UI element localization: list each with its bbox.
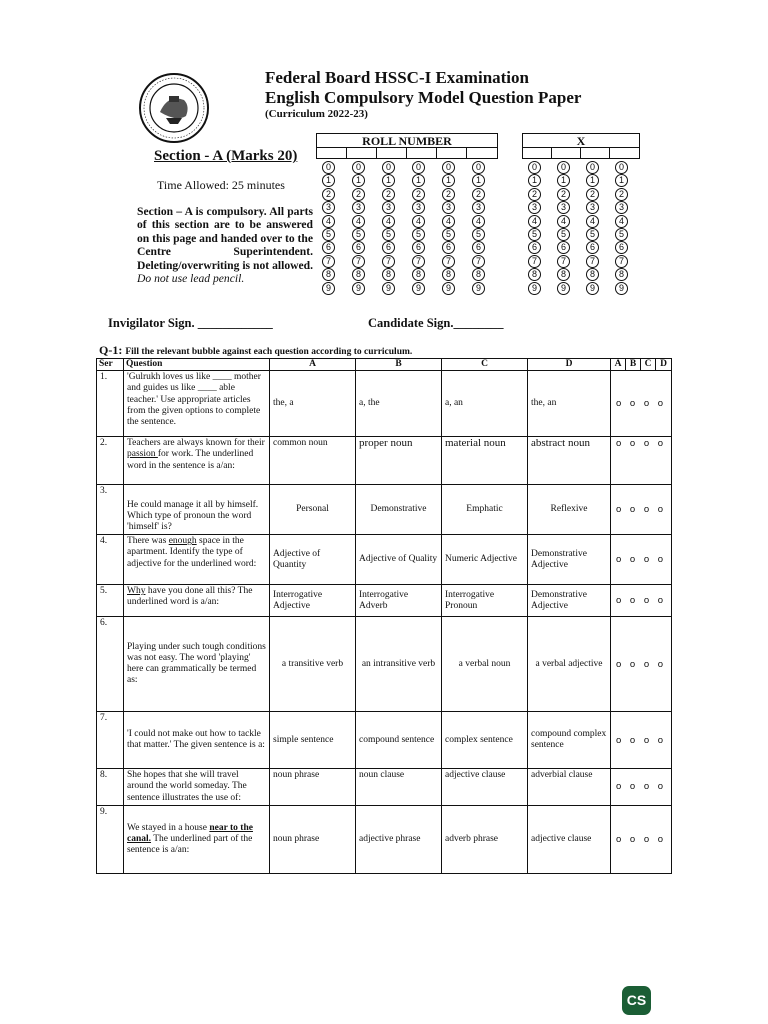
- roll-digit-bubble[interactable]: 4: [472, 215, 485, 228]
- federal-board-logo: [138, 72, 210, 144]
- x-label: X: [576, 134, 586, 148]
- x-digit-bubble[interactable]: 2: [557, 188, 570, 201]
- roll-number-label: ROLL NUMBER: [362, 134, 452, 148]
- roll-digit-bubble[interactable]: 6: [352, 241, 365, 254]
- x-digit-bubble[interactable]: 7: [586, 255, 599, 268]
- roll-digit-bubble[interactable]: 6: [442, 241, 455, 254]
- roll-digit-bubble[interactable]: 5: [382, 228, 395, 241]
- x-digit-bubble[interactable]: 1: [528, 174, 541, 187]
- option-a: common noun: [270, 437, 356, 485]
- header-option-a: A: [270, 359, 356, 371]
- answer-bubbles[interactable]: o o o o: [611, 485, 672, 535]
- x-digit-bubble[interactable]: 7: [557, 255, 570, 268]
- table-row: [97, 805, 672, 873]
- roll-digit-bubble[interactable]: 0: [322, 161, 335, 174]
- roll-digit-bubble[interactable]: 6: [472, 241, 485, 254]
- header-option-b: B: [356, 359, 442, 371]
- option-a: noun phrase: [270, 805, 356, 873]
- x-digit-bubble[interactable]: 7: [615, 255, 628, 268]
- x-digit-bubble[interactable]: 4: [586, 215, 599, 228]
- roll-digit-bubble[interactable]: 2: [382, 188, 395, 201]
- row-question: He could manage it all by himself. Which type of pronoun the word 'himself' is?: [124, 485, 270, 535]
- roll-digit-bubble[interactable]: 3: [442, 201, 455, 214]
- roll-digit-bubble[interactable]: 0: [442, 161, 455, 174]
- x-digit-bubble[interactable]: 8: [615, 268, 628, 281]
- option-a: noun phrase: [270, 769, 356, 806]
- option-a: Interrogative Adjective: [270, 585, 356, 617]
- x-digit-bubble[interactable]: 1: [615, 174, 628, 187]
- table-header-row: [97, 359, 672, 371]
- option-b: compound sentence: [356, 712, 442, 769]
- x-digit-bubble[interactable]: 4: [528, 215, 541, 228]
- option-d: abstract noun: [528, 437, 611, 485]
- table-row: [97, 371, 672, 437]
- roll-digit-bubble[interactable]: 7: [352, 255, 365, 268]
- x-digit-bubble[interactable]: 5: [557, 228, 570, 241]
- row-ser: 3.: [97, 485, 124, 535]
- option-c: adverb phrase: [442, 805, 528, 873]
- roll-digit-bubble[interactable]: 1: [412, 174, 425, 187]
- camscanner-badge: CS: [622, 986, 651, 1015]
- roll-digit-bubble[interactable]: 1: [382, 174, 395, 187]
- option-d: the, an: [528, 371, 611, 437]
- option-d: adjective clause: [528, 805, 611, 873]
- answer-bubbles[interactable]: o o o o: [611, 535, 672, 585]
- roll-digit-bubble[interactable]: 8: [382, 268, 395, 281]
- time-allowed: Time Allowed: 25 minutes: [157, 178, 285, 192]
- roll-digit-bubble[interactable]: 2: [322, 188, 335, 201]
- paper-title: English Compulsory Model Question Paper: [265, 88, 582, 107]
- x-digit-bubble[interactable]: 9: [615, 282, 628, 295]
- option-d: adverbial clause: [528, 769, 611, 806]
- roll-digit-bubble[interactable]: 7: [442, 255, 455, 268]
- x-digit-bubble[interactable]: 6: [615, 241, 628, 254]
- row-question: Why have you done all this? The underlined word is a/an:: [124, 585, 270, 617]
- roll-digit-bubble[interactable]: 9: [472, 282, 485, 295]
- answer-bubbles[interactable]: o o o o: [611, 769, 672, 806]
- underlined-word: passion: [127, 449, 158, 460]
- table-row: [97, 769, 672, 806]
- option-c: adjective clause: [442, 769, 528, 806]
- roll-digit-bubble[interactable]: 8: [472, 268, 485, 281]
- roll-digit-bubble[interactable]: 8: [322, 268, 335, 281]
- roll-digit-bubble[interactable]: 9: [442, 282, 455, 295]
- roll-digit-bubble[interactable]: 4: [412, 215, 425, 228]
- option-c: Interrogative Pronoun: [442, 585, 528, 617]
- roll-digit-bubble[interactable]: 6: [412, 241, 425, 254]
- option-b: Adjective of Quality: [356, 535, 442, 585]
- x-digit-bubble[interactable]: 2: [615, 188, 628, 201]
- roll-digit-bubble[interactable]: 8: [352, 268, 365, 281]
- option-a: Adjective of Quantity: [270, 535, 356, 585]
- option-a: Personal: [270, 485, 356, 535]
- x-digit-bubble[interactable]: 4: [557, 215, 570, 228]
- roll-digit-bubble[interactable]: 1: [322, 174, 335, 187]
- q1-instruction: Fill the relevant bubble against each question according to curriculum.: [125, 347, 413, 357]
- roll-digit-bubble[interactable]: 0: [382, 161, 395, 174]
- option-c: a verbal noun: [442, 617, 528, 712]
- answer-bubbles[interactable]: o o o o: [611, 805, 672, 873]
- answer-bubbles[interactable]: o o o o: [611, 585, 672, 617]
- option-a: simple sentence: [270, 712, 356, 769]
- roll-digit-bubble[interactable]: 3: [322, 201, 335, 214]
- row-question: She hopes that she will travel around the world someday. The sentence illustrates the use of:: [124, 769, 270, 806]
- x-digit-bubble[interactable]: 8: [586, 268, 599, 281]
- row-ser: 8.: [97, 769, 124, 806]
- x-digit-bubble[interactable]: 3: [586, 201, 599, 214]
- option-b: an intransitive verb: [356, 617, 442, 712]
- roll-digit-bubble[interactable]: 1: [472, 174, 485, 187]
- option-b: adjective phrase: [356, 805, 442, 873]
- row-ser: 9.: [97, 805, 124, 873]
- header-bubble-d: D: [656, 359, 672, 371]
- header-option-c: C: [442, 359, 528, 371]
- roll-digit-bubble[interactable]: 2: [412, 188, 425, 201]
- x-digit-bubble[interactable]: 0: [557, 161, 570, 174]
- x-digit-bubble[interactable]: 0: [615, 161, 628, 174]
- roll-digit-bubble[interactable]: 5: [472, 228, 485, 241]
- roll-digit-bubble[interactable]: 5: [412, 228, 425, 241]
- option-c: material noun: [442, 437, 528, 485]
- option-c: Emphatic: [442, 485, 528, 535]
- roll-digit-bubble[interactable]: 2: [352, 188, 365, 201]
- answer-bubbles[interactable]: o o o o: [611, 712, 672, 769]
- x-digit-bubble[interactable]: 3: [528, 201, 541, 214]
- roll-digit-bubble[interactable]: 8: [412, 268, 425, 281]
- table-row: [97, 535, 672, 585]
- roll-digit-bubble[interactable]: 9: [352, 282, 365, 295]
- answer-bubbles[interactable]: o o o o: [611, 617, 672, 712]
- row-question: Teachers are always known for their passion for work. The underlined word in the sentence is a/an:: [124, 437, 270, 485]
- x-digit-bubble[interactable]: 0: [586, 161, 599, 174]
- exam-title: Federal Board HSSC-I Examination: [265, 68, 529, 87]
- roll-entry-boxes: [316, 147, 498, 159]
- x-digit-bubble[interactable]: 2: [586, 188, 599, 201]
- x-digit-bubble[interactable]: 4: [615, 215, 628, 228]
- table-row: [97, 485, 672, 535]
- option-a: the, a: [270, 371, 356, 437]
- option-d: a verbal adjective: [528, 617, 611, 712]
- row-ser: 6.: [97, 617, 124, 712]
- option-d: Demonstrative Adjective: [528, 585, 611, 617]
- x-digit-bubble[interactable]: 8: [528, 268, 541, 281]
- row-question: There was enough space in the apartment. Identify the type of adjective for the underlined word:: [124, 535, 270, 585]
- roll-digit-bubble[interactable]: 5: [352, 228, 365, 241]
- row-question: We stayed in a house near to the canal. The underlined part of the sentence is a/an:: [124, 805, 270, 873]
- roll-digit-bubble[interactable]: 0: [352, 161, 365, 174]
- row-ser: 4.: [97, 535, 124, 585]
- curriculum-label: (Curriculum 2022-23): [265, 108, 368, 120]
- x-digit-bubble[interactable]: 3: [615, 201, 628, 214]
- roll-digit-bubble[interactable]: 8: [442, 268, 455, 281]
- roll-digit-bubble[interactable]: 4: [442, 215, 455, 228]
- row-question: 'Gulrukh loves us like ____ mother and guides us like ____ able teacher.' Use appropriate articles from the given options to complete the sentence.: [124, 371, 270, 437]
- roll-digit-bubble[interactable]: 4: [382, 215, 395, 228]
- roll-number-header: [316, 133, 498, 148]
- instructions-text: Section – A is compulsory. All parts of this section are to be answered on this page and handed over to the Centre Superintendent. Deleting/overwriting is not allowed.: [137, 205, 313, 272]
- option-c: complex sentence: [442, 712, 528, 769]
- roll-digit-bubble[interactable]: 0: [412, 161, 425, 174]
- roll-digit-bubble[interactable]: 4: [352, 215, 365, 228]
- roll-digit-bubble[interactable]: 7: [322, 255, 335, 268]
- roll-digit-bubble[interactable]: 5: [322, 228, 335, 241]
- x-digit-bubble[interactable]: 7: [528, 255, 541, 268]
- option-a: a transitive verb: [270, 617, 356, 712]
- x-digit-bubble[interactable]: 3: [557, 201, 570, 214]
- option-d: Reflexive: [528, 485, 611, 535]
- roll-digit-bubble[interactable]: 0: [472, 161, 485, 174]
- option-c: a, an: [442, 371, 528, 437]
- roll-digit-bubble[interactable]: 9: [322, 282, 335, 295]
- header-bubble-c: C: [641, 359, 656, 371]
- table-row: [97, 617, 672, 712]
- option-d: compound complex sentence: [528, 712, 611, 769]
- question-table: [96, 358, 672, 874]
- roll-digit-bubble[interactable]: 1: [442, 174, 455, 187]
- x-digit-bubble[interactable]: 5: [528, 228, 541, 241]
- underlined-word: Why: [127, 586, 146, 597]
- x-header: [522, 133, 640, 148]
- x-digit-bubble[interactable]: 6: [528, 241, 541, 254]
- answer-bubbles[interactable]: o o o o: [611, 437, 672, 485]
- roll-digit-bubble[interactable]: 1: [352, 174, 365, 187]
- underlined-phrase: near to the canal.: [127, 822, 253, 844]
- roll-digit-bubble[interactable]: 6: [322, 241, 335, 254]
- header-question: Question: [124, 359, 270, 371]
- section-instructions: [137, 205, 313, 285]
- x-digit-bubble[interactable]: 9: [557, 282, 570, 295]
- header-bubble-b: B: [626, 359, 641, 371]
- roll-digit-bubble[interactable]: 4: [322, 215, 335, 228]
- option-b: Demonstrative: [356, 485, 442, 535]
- x-digit-bubble[interactable]: 1: [586, 174, 599, 187]
- row-ser: 2.: [97, 437, 124, 485]
- option-b: Interrogative Adverb: [356, 585, 442, 617]
- table-row: [97, 585, 672, 617]
- option-b: noun clause: [356, 769, 442, 806]
- option-c: Numeric Adjective: [442, 535, 528, 585]
- x-digit-bubble[interactable]: 8: [557, 268, 570, 281]
- roll-digit-bubble[interactable]: 7: [412, 255, 425, 268]
- option-b: a, the: [356, 371, 442, 437]
- row-question: 'I could not make out how to tackle that matter.' The given sentence is a:: [124, 712, 270, 769]
- x-digit-bubble[interactable]: 1: [557, 174, 570, 187]
- roll-digit-bubble[interactable]: 3: [412, 201, 425, 214]
- row-ser: 5.: [97, 585, 124, 617]
- x-digit-bubble[interactable]: 5: [586, 228, 599, 241]
- x-digit-bubble[interactable]: 6: [557, 241, 570, 254]
- roll-digit-bubble[interactable]: 9: [412, 282, 425, 295]
- roll-digit-bubble[interactable]: 5: [442, 228, 455, 241]
- x-digit-bubble[interactable]: 5: [615, 228, 628, 241]
- invigilator-sign: Invigilator Sign. ____________: [108, 316, 273, 330]
- row-ser: 1.: [97, 371, 124, 437]
- roll-digit-bubble[interactable]: 3: [352, 201, 365, 214]
- row-question: Playing under such tough conditions was not easy. The word 'playing' here can grammatically be termed as:: [124, 617, 270, 712]
- roll-digit-bubble[interactable]: 9: [382, 282, 395, 295]
- x-digit-bubble[interactable]: 6: [586, 241, 599, 254]
- roll-digit-bubble[interactable]: 3: [472, 201, 485, 214]
- header-ser: Ser: [97, 359, 124, 371]
- section-heading: Section - A (Marks 20): [154, 148, 298, 164]
- table-row: [97, 437, 672, 485]
- q1-heading: [99, 343, 412, 358]
- x-digit-bubble[interactable]: 2: [528, 188, 541, 201]
- header-bubble-a: A: [611, 359, 626, 371]
- roll-digit-bubble[interactable]: 3: [382, 201, 395, 214]
- table-row: [97, 712, 672, 769]
- option-d: Demonstrative Adjective: [528, 535, 611, 585]
- roll-digit-bubble[interactable]: 7: [472, 255, 485, 268]
- roll-digit-bubble[interactable]: 2: [472, 188, 485, 201]
- x-digit-bubble[interactable]: 9: [528, 282, 541, 295]
- x-digit-bubble[interactable]: 0: [528, 161, 541, 174]
- x-digit-bubble[interactable]: 9: [586, 282, 599, 295]
- option-b: proper noun: [356, 437, 442, 485]
- row-ser: 7.: [97, 712, 124, 769]
- header-option-d: D: [528, 359, 611, 371]
- underlined-word: enough: [168, 536, 197, 547]
- candidate-sign: Candidate Sign.________: [368, 316, 504, 330]
- instructions-note: Do not use lead pencil.: [137, 272, 245, 286]
- answer-bubbles[interactable]: o o o o: [611, 371, 672, 437]
- q1-label: Q-1:: [99, 343, 123, 357]
- roll-digit-bubble[interactable]: 6: [382, 241, 395, 254]
- roll-digit-bubble[interactable]: 7: [382, 255, 395, 268]
- x-entry-boxes: [522, 147, 640, 159]
- roll-digit-bubble[interactable]: 2: [442, 188, 455, 201]
